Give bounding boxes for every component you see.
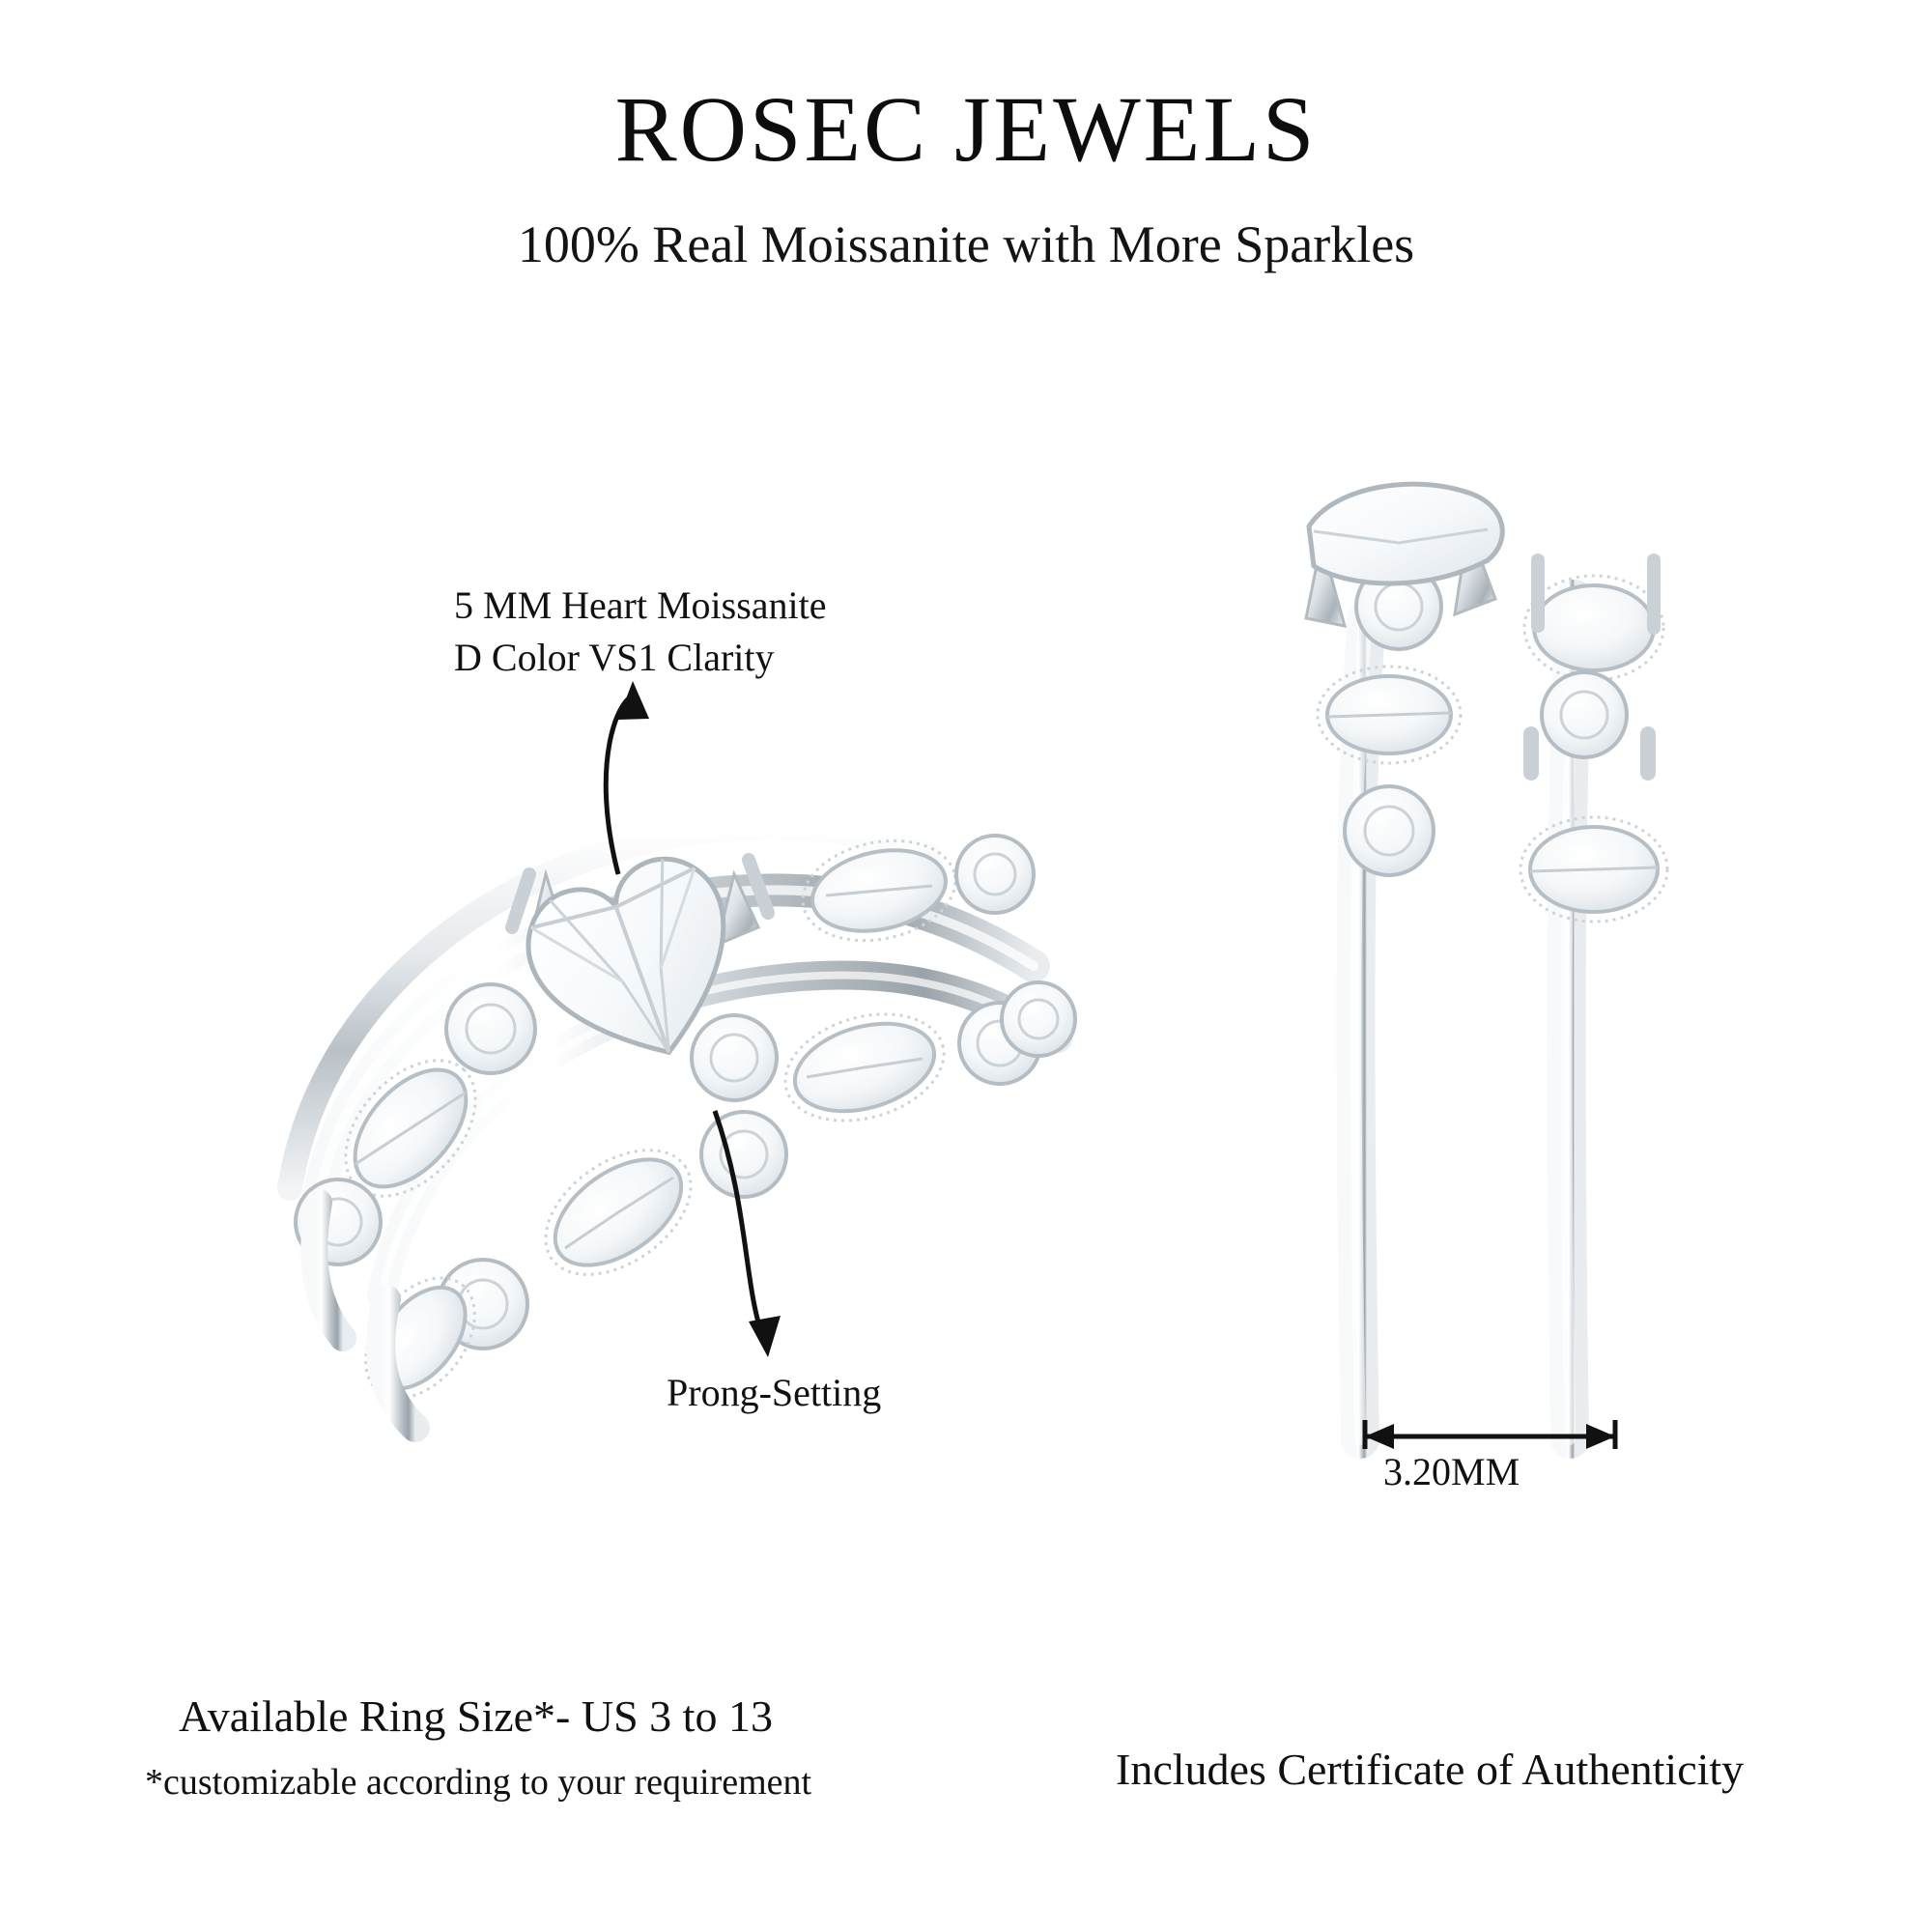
annotation-stone-line2: D Color VS1 Clarity	[454, 636, 775, 679]
page-title: ROSEC JEWELS	[614, 77, 1318, 181]
annotation-stone-line1: 5 MM Heart Moissanite	[454, 583, 827, 627]
annotation-setting: Prong-Setting	[667, 1371, 882, 1414]
page-subtitle: 100% Real Moissanite with More Sparkles	[517, 215, 1415, 273]
dimension-label-width: 3.20MM	[1383, 1450, 1520, 1493]
footer-customizable-note: *customizable according to your requirement	[145, 1762, 812, 1803]
footer-certificate: Includes Certificate of Authenticity	[1116, 1745, 1745, 1794]
annotation-stone-spec	[454, 580, 827, 684]
footer-ring-size: Available Ring Size*- US 3 to 13	[179, 1691, 773, 1741]
